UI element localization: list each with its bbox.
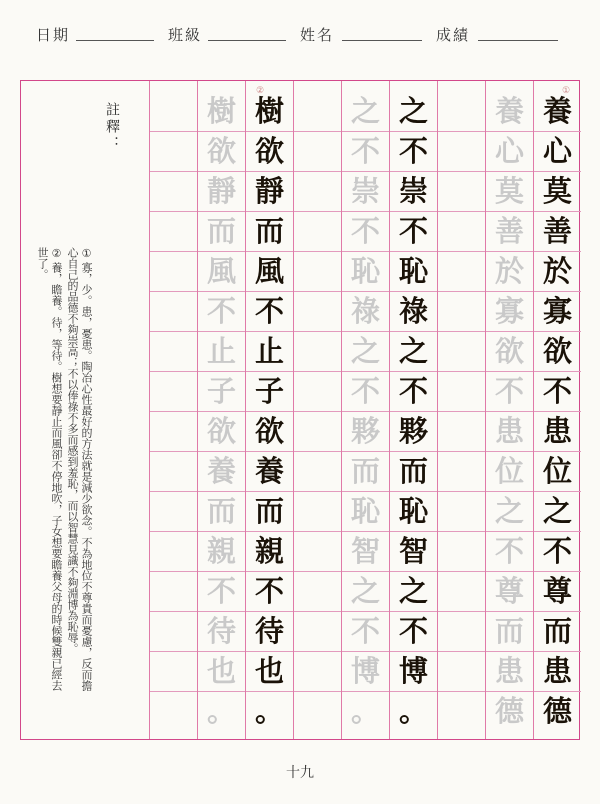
model-character: 之 (398, 573, 428, 608)
tracing-character[interactable]: 博 (350, 653, 380, 688)
grid-row-line (294, 331, 341, 332)
model-character: 不 (398, 373, 428, 408)
blank-practice-column[interactable] (149, 81, 197, 739)
notes-title: 註釋： (104, 102, 120, 153)
model-character: 而 (254, 493, 284, 528)
grade-field[interactable] (478, 40, 558, 41)
model-character: 寡 (542, 293, 572, 328)
tracing-character[interactable]: 不 (494, 373, 524, 408)
grid-row-line (150, 651, 197, 652)
model-character: 患 (542, 413, 572, 448)
tracing-character[interactable]: 養 (494, 93, 524, 128)
grid-row-line (294, 451, 341, 452)
tracing-character[interactable]: 也 (206, 653, 236, 688)
model-character: 不 (542, 373, 572, 408)
tracing-character[interactable]: 風 (206, 253, 236, 288)
grid-row-line (438, 451, 485, 452)
grid-row-line (438, 251, 485, 252)
tracing-character[interactable]: 夥 (350, 413, 380, 448)
grid-row-line (150, 611, 197, 612)
grid-row-line (150, 571, 197, 572)
grid-row-line (294, 571, 341, 572)
grid-row-line (294, 691, 341, 692)
model-character: 恥 (398, 493, 428, 528)
model-character: 不 (398, 613, 428, 648)
grid-row-line (438, 331, 485, 332)
model-character: 子 (254, 373, 284, 408)
model-character: 不 (398, 213, 428, 248)
tracing-character[interactable]: 之 (350, 333, 380, 368)
grid-row-line (294, 651, 341, 652)
model-character: 而 (254, 213, 284, 248)
tracing-character[interactable]: 尊 (494, 573, 524, 608)
tracing-character[interactable]: 而 (494, 613, 524, 648)
grid-row-line (294, 211, 341, 212)
tracing-character[interactable]: 於 (494, 253, 524, 288)
model-character: 善 (542, 213, 572, 248)
tracing-character[interactable]: 德 (494, 693, 524, 728)
grid-row-line (438, 411, 485, 412)
model-character: 夥 (398, 413, 428, 448)
grid-row-line (150, 251, 197, 252)
tracing-character[interactable]: 欲 (206, 413, 236, 448)
model-character: 於 (542, 253, 572, 288)
model-character: 止 (254, 333, 284, 368)
grid-row-line (294, 251, 341, 252)
grid-row-line (438, 531, 485, 532)
grid-row-line (150, 211, 197, 212)
model-character: 不 (542, 533, 572, 568)
grid-column (341, 81, 389, 739)
note2-marker: ② (50, 247, 63, 260)
tracing-character[interactable]: 心 (494, 133, 524, 168)
model-character: 崇 (398, 173, 428, 208)
grid-row-line (294, 491, 341, 492)
grid-row-line (294, 131, 341, 132)
grid-row-line (150, 411, 197, 412)
grid-row-line (150, 291, 197, 292)
tracing-character[interactable]: 欲 (206, 133, 236, 168)
model-character: 心 (542, 133, 572, 168)
grid-column (389, 81, 437, 739)
grid-column (533, 81, 581, 739)
grid-row-line (150, 531, 197, 532)
model-character: 欲 (254, 413, 284, 448)
grid-row-line (438, 571, 485, 572)
tracing-character[interactable]: 善 (494, 213, 524, 248)
grid-row-line (294, 291, 341, 292)
tracing-character[interactable]: 之 (350, 573, 380, 608)
tracing-character[interactable]: 子 (206, 373, 236, 408)
grid-row-line (438, 371, 485, 372)
model-character: 莫 (542, 173, 572, 208)
tracing-character[interactable]: 而 (206, 493, 236, 528)
tracing-character[interactable]: 之 (350, 93, 380, 128)
tracing-character[interactable]: 恥 (350, 253, 380, 288)
date-field[interactable] (76, 40, 154, 41)
tracing-character[interactable]: 崇 (350, 173, 380, 208)
tracing-character[interactable]: 患 (494, 413, 524, 448)
grid-row-line (150, 331, 197, 332)
grid-column (197, 81, 245, 739)
grid-row-line (150, 171, 197, 172)
grid-column (245, 81, 293, 739)
tracing-character[interactable]: 恥 (350, 493, 380, 528)
tracing-character[interactable]: 欲 (494, 333, 524, 368)
tracing-character[interactable]: 而 (350, 453, 380, 488)
model-character: 風 (254, 253, 284, 288)
grid-row-line (438, 491, 485, 492)
grid-row-line (438, 171, 485, 172)
grid-row-line (294, 611, 341, 612)
model-character: 養 (254, 453, 284, 488)
model-character: 。 (398, 693, 428, 728)
tracing-character[interactable]: 不 (350, 613, 380, 648)
blank-practice-column[interactable] (437, 81, 485, 739)
grade-label: 成績 (436, 26, 471, 44)
grid-row-line (438, 651, 485, 652)
blank-practice-column[interactable] (293, 81, 341, 739)
grid-row-line (294, 531, 341, 532)
model-character: 而 (542, 613, 572, 648)
grid-row-line (150, 451, 197, 452)
grid-row-line (438, 611, 485, 612)
footnote-mark-1: ① (562, 86, 571, 96)
tracing-character[interactable]: 之 (494, 493, 524, 528)
name-label: 姓名 (300, 26, 335, 44)
model-character: 之 (398, 93, 428, 128)
model-character: 欲 (542, 333, 572, 368)
note2-line2: 世了。 (36, 247, 49, 280)
page-number: 十九 (286, 765, 314, 781)
tracing-character[interactable]: 祿 (350, 293, 380, 328)
model-character: 祿 (398, 293, 428, 328)
grid-row-line (438, 691, 485, 692)
model-character: 也 (254, 653, 284, 688)
tracing-character[interactable]: 不 (350, 213, 380, 248)
model-character: 不 (254, 573, 284, 608)
model-character: 之 (542, 493, 572, 528)
tracing-character[interactable]: 。 (350, 693, 380, 728)
model-character: 之 (398, 333, 428, 368)
tracing-character[interactable]: 不 (350, 373, 380, 408)
grid-row-line (438, 291, 485, 292)
worksheet-header (0, 0, 600, 60)
grid-row-line (438, 211, 485, 212)
model-character: 恥 (398, 253, 428, 288)
tracing-character[interactable]: 寡 (494, 293, 524, 328)
grid-row-line (150, 691, 197, 692)
grid-row-line (438, 131, 485, 132)
model-character: 待 (254, 613, 284, 648)
tracing-character[interactable]: 不 (350, 133, 380, 168)
grid-row-line (294, 411, 341, 412)
footnote-mark-2: ② (256, 86, 265, 96)
tracing-character[interactable]: 親 (206, 533, 236, 568)
grid-row-line (294, 371, 341, 372)
model-character: 患 (542, 653, 572, 688)
model-character: 不 (398, 133, 428, 168)
model-character: 德 (542, 693, 572, 728)
tracing-character[interactable]: 不 (206, 573, 236, 608)
note1-line1: 寡，少。患，憂患。陶冶心性最好的方法就是減少欲念。不為地位不尊貴而憂慮，反而擔 (80, 262, 93, 691)
grid-row-line (150, 131, 197, 132)
model-character: 位 (542, 453, 572, 488)
tracing-character[interactable]: 靜 (206, 173, 236, 208)
tracing-character[interactable]: 患 (494, 653, 524, 688)
model-character: 而 (398, 453, 428, 488)
model-character: 博 (398, 653, 428, 688)
annotations-panel (22, 82, 122, 732)
grid-row-line (150, 371, 197, 372)
model-character: 智 (398, 533, 428, 568)
class-field[interactable] (208, 40, 286, 41)
tracing-character[interactable]: 位 (494, 453, 524, 488)
model-character: 親 (254, 533, 284, 568)
grid-row-line (150, 491, 197, 492)
tracing-character[interactable]: 而 (206, 213, 236, 248)
model-character: 樹 (254, 93, 284, 128)
model-character: 不 (254, 293, 284, 328)
name-field[interactable] (342, 40, 422, 41)
note1-line2: 心自己的品德不夠崇高；不以俸祿不多而感到羞恥，而以智慧見識不夠淵博為恥辱。 (66, 247, 79, 654)
model-character: 尊 (542, 573, 572, 608)
tracing-character[interactable]: 智 (350, 533, 380, 568)
tracing-character[interactable]: 不 (206, 293, 236, 328)
model-character: 。 (254, 693, 284, 728)
tracing-character[interactable]: 。 (206, 693, 236, 728)
grid-column (485, 81, 533, 739)
class-label: 班級 (168, 26, 203, 44)
tracing-character[interactable]: 止 (206, 333, 236, 368)
grid-row-line (294, 171, 341, 172)
note1-marker: ① (80, 247, 93, 260)
tracing-character[interactable]: 不 (494, 533, 524, 568)
tracing-character[interactable]: 養 (206, 453, 236, 488)
model-character: 養 (542, 93, 572, 128)
tracing-character[interactable]: 待 (206, 613, 236, 648)
date-label: 日期 (36, 26, 71, 44)
note2-line1: 養，瞻養。待，等待。樹想要靜止而風卻不停地吹，子女想要瞻養父母的時候雙親已經去 (50, 262, 63, 691)
tracing-character[interactable]: 莫 (494, 173, 524, 208)
tracing-character[interactable]: 樹 (206, 93, 236, 128)
model-character: 靜 (254, 173, 284, 208)
model-character: 欲 (254, 133, 284, 168)
